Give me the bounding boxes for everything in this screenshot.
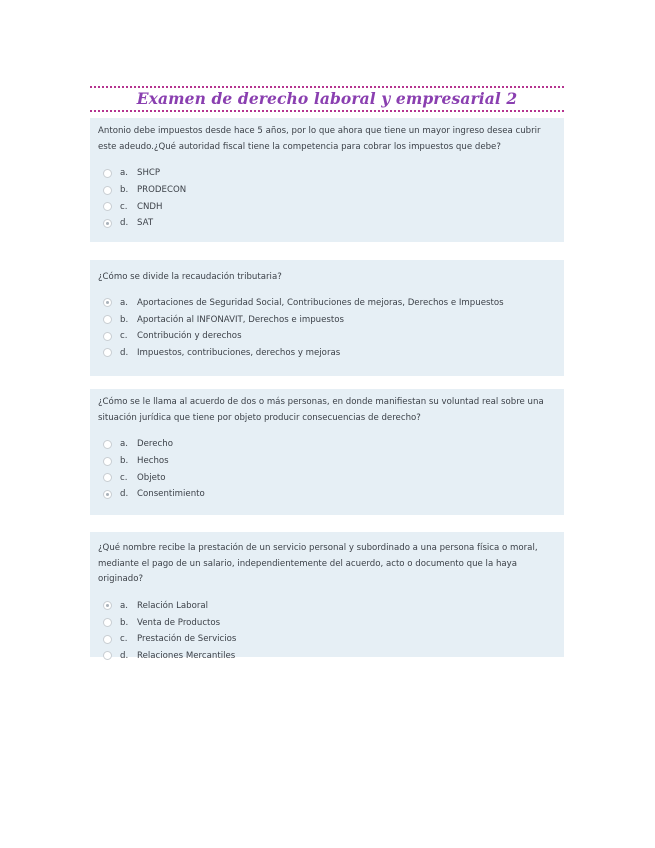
option-letter: b.: [120, 456, 129, 467]
radio-button-selected[interactable]: [103, 298, 112, 307]
answer-option-b[interactable]: [98, 614, 556, 631]
radio-button[interactable]: [103, 473, 112, 482]
option-letter: c.: [120, 201, 128, 212]
question-text: Antonio debe impuestos desde hace 5 años, por lo que ahora que tiene un mayor ingreso desea cubrir este adeudo.¿Qué autoridad fiscal tiene la competencia para cobrar los impuestos que debe?: [98, 126, 541, 152]
answer-option-c[interactable]: [98, 198, 556, 215]
question-text: ¿Cómo se divide la recaudación tributaria?: [98, 272, 282, 282]
question-card-2: [90, 260, 564, 376]
option-letter: d.: [120, 218, 129, 229]
option-label: Prestación de Servicios: [137, 634, 237, 645]
answer-option-d[interactable]: [98, 215, 556, 232]
option-letter: a.: [120, 600, 128, 611]
option-letter: b.: [120, 185, 129, 196]
question-card-3: [90, 389, 564, 515]
option-label: Relación Laboral: [137, 600, 209, 611]
option-label: Impuestos, contribuciones, derechos y mejoras: [137, 347, 341, 358]
answer-option-a[interactable]: [98, 436, 556, 453]
option-label: Objeto: [137, 472, 166, 483]
answer-option-d[interactable]: [98, 648, 556, 665]
option-letter: b.: [120, 617, 129, 628]
option-label: SAT: [137, 218, 154, 229]
radio-button[interactable]: [103, 332, 112, 341]
option-letter: c.: [120, 331, 128, 342]
radio-button[interactable]: [103, 186, 112, 195]
option-letter: d.: [120, 489, 129, 500]
question-text: ¿Qué nombre recibe la prestación de un servicio personal y subordinado a una persona física o moral, mediante el pago de un salario, independientemente del acuerdo, acto o documento que la haya originado?: [98, 543, 538, 584]
option-letter: a.: [120, 168, 128, 179]
option-label: Aportación al INFONAVIT, Derechos e impuestos: [137, 314, 344, 325]
option-label: CNDH: [137, 201, 163, 212]
radio-button[interactable]: [103, 348, 112, 357]
option-letter: c.: [120, 634, 128, 645]
option-letter: d.: [120, 650, 129, 661]
radio-button[interactable]: [103, 440, 112, 449]
answer-option-b[interactable]: [98, 311, 556, 328]
question-text: ¿Cómo se le llama al acuerdo de dos o más personas, en donde manifiestan su voluntad real sobre una situación jurídica que tiene por objeto producir consecuencias de derecho?: [98, 397, 544, 423]
exam-title: Examen de derecho laboral y empresarial 2: [136, 89, 518, 108]
option-label: Contribución y derechos: [137, 331, 242, 342]
answer-option-c[interactable]: [98, 469, 556, 486]
question-card-1: [90, 118, 564, 242]
radio-button[interactable]: [103, 651, 112, 660]
option-label: PRODECON: [137, 185, 187, 196]
option-letter: a.: [120, 297, 128, 308]
exam-header: [90, 86, 564, 112]
answer-option-c[interactable]: [98, 328, 556, 345]
question-card-4: [90, 532, 564, 661]
option-label: Relaciones Mercantiles: [137, 650, 236, 661]
radio-button[interactable]: [103, 169, 112, 178]
answer-option-a[interactable]: [98, 165, 556, 182]
radio-button[interactable]: [103, 635, 112, 644]
option-label: Derecho: [137, 439, 173, 450]
option-label: Venta de Productos: [137, 617, 221, 628]
radio-button[interactable]: [103, 315, 112, 324]
answer-option-a[interactable]: [98, 295, 556, 312]
option-letter: c.: [120, 472, 128, 483]
answer-option-d[interactable]: [98, 486, 556, 503]
radio-button[interactable]: [103, 202, 112, 211]
answer-option-b[interactable]: [98, 453, 556, 470]
exam-page: [90, 86, 564, 661]
option-label: Hechos: [137, 456, 169, 467]
answer-option-c[interactable]: [98, 631, 556, 648]
option-letter: a.: [120, 439, 128, 450]
radio-button[interactable]: [103, 618, 112, 627]
option-label: Consentimiento: [137, 489, 205, 500]
option-letter: d.: [120, 347, 129, 358]
radio-button-selected[interactable]: [103, 219, 112, 228]
radio-button-selected[interactable]: [103, 601, 112, 610]
option-label: SHCP: [137, 168, 161, 179]
answer-option-a[interactable]: [98, 598, 556, 615]
answer-option-b[interactable]: [98, 182, 556, 199]
option-letter: b.: [120, 314, 129, 325]
radio-button-selected[interactable]: [103, 490, 112, 499]
answer-option-d[interactable]: [98, 345, 556, 362]
option-label: Aportaciones de Seguridad Social, Contribuciones de mejoras, Derechos e Impuestos: [137, 297, 504, 308]
radio-button[interactable]: [103, 457, 112, 466]
